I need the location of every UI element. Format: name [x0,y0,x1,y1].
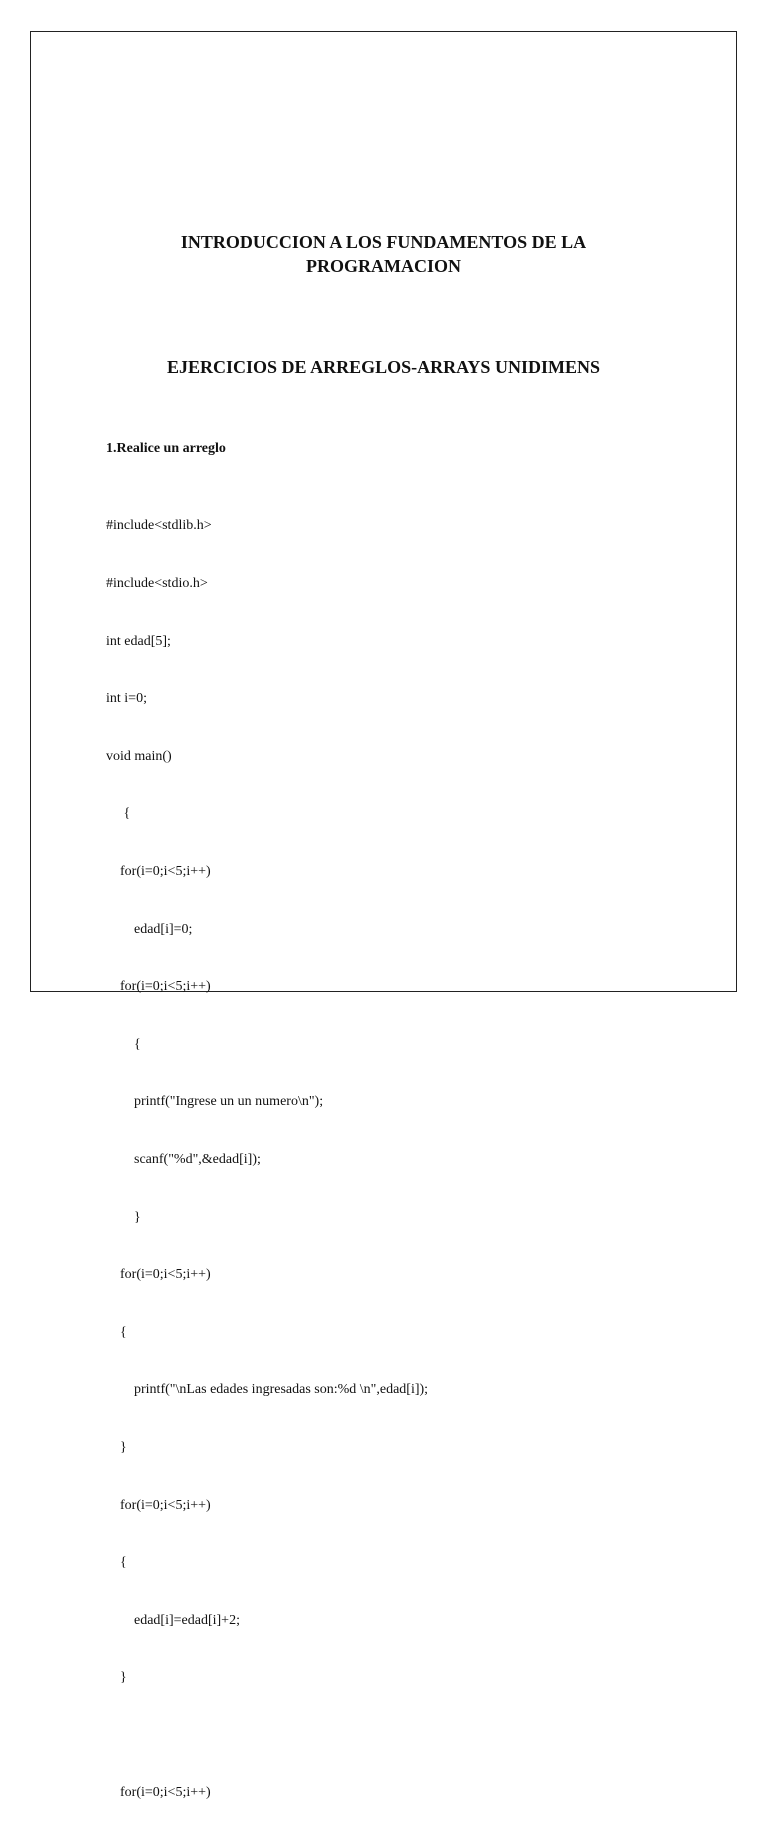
code-line: { [106,1036,141,1052]
code-line [106,1726,428,1745]
code-line: } [106,1670,127,1686]
code-line: for(i=0;i<5;i++) [106,1785,211,1801]
code-line: scanf("%d",&edad[i]); [106,1151,261,1167]
code-line: void main() [106,748,172,764]
code-line: { [106,1324,127,1340]
code-line: { [106,806,131,822]
code-line: int i=0; [106,691,147,707]
code-line: for(i=0;i<5;i++) [106,1497,211,1513]
code-line: int edad[5]; [106,633,171,649]
exercise-heading: 1.Realice un arreglo [106,441,226,456]
document-title [30,230,737,278]
code-line: edad[i]=edad[i]+2; [106,1612,240,1628]
code-line: printf("Ingrese un un numero\n"); [106,1094,324,1110]
code-line: } [106,1439,127,1455]
code-line: { [106,1555,127,1571]
title-line-1: INTRODUCCION A LOS FUNDAMENTOS DE LA [180,232,587,252]
code-line: for(i=0;i<5;i++) [106,979,211,995]
code-line: #include<stdio.h> [106,576,208,591]
code-line: for(i=0;i<5;i++) [106,863,211,879]
code-line: printf("\nLas edades ingresadas son:%d \n",edad[i]); [106,1382,429,1398]
code-line: for(i=0;i<5;i++) [106,1267,211,1283]
code-block [106,478,428,1822]
document-subtitle: EJERCICIOS DE ARREGLOS-ARRAYS UNIDIMENS [167,357,600,377]
code-line: #include<stdlib.h> [106,518,212,534]
title-line-2: PROGRAMACION [306,256,461,276]
code-line: } [106,1209,141,1225]
code-line: edad[i]=0; [106,921,193,937]
